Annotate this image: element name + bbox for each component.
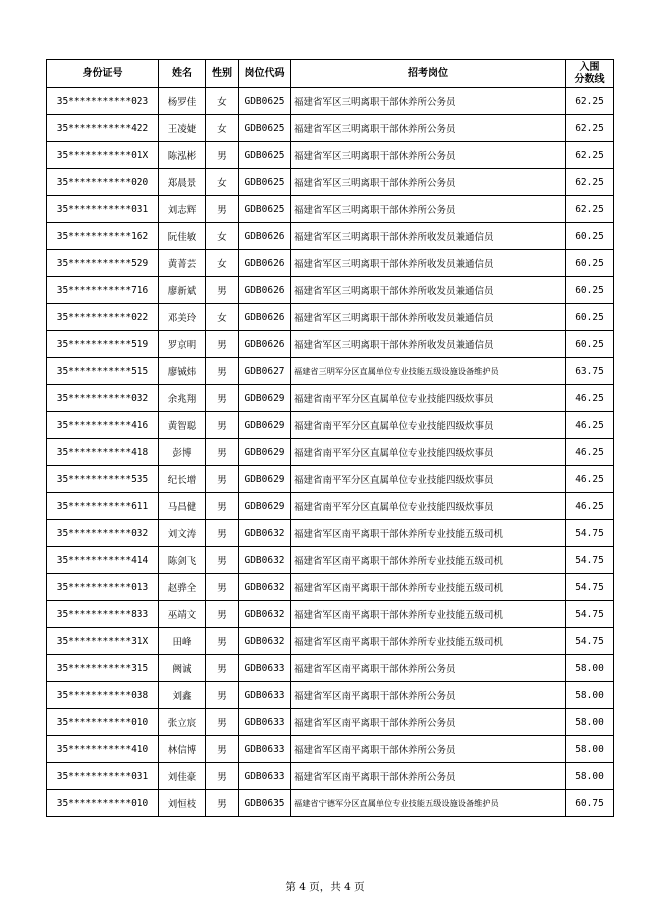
cell-post: 福建省军区南平离职干部休养所公务员 bbox=[291, 709, 566, 736]
cell-post: 福建省军区南平离职干部休养所公务员 bbox=[291, 763, 566, 790]
cell-gender: 男 bbox=[206, 196, 239, 223]
cell-post: 福建省军区三明离职干部休养所收发员兼通信员 bbox=[291, 331, 566, 358]
cell-score: 54.75 bbox=[566, 628, 614, 655]
cell-name: 彭博 bbox=[159, 439, 206, 466]
cell-code: GDB0632 bbox=[239, 601, 291, 628]
cell-code: GDB0629 bbox=[239, 385, 291, 412]
cell-code: GDB0626 bbox=[239, 304, 291, 331]
cell-score: 58.00 bbox=[566, 736, 614, 763]
table-row bbox=[47, 169, 614, 196]
cell-score: 58.00 bbox=[566, 709, 614, 736]
cell-id: 35***********422 bbox=[47, 115, 159, 142]
cell-name: 陈剑飞 bbox=[159, 547, 206, 574]
cell-score: 62.25 bbox=[566, 142, 614, 169]
cell-id: 35***********414 bbox=[47, 547, 159, 574]
cell-code: GDB0626 bbox=[239, 223, 291, 250]
cell-code: GDB0629 bbox=[239, 439, 291, 466]
cell-gender: 男 bbox=[206, 493, 239, 520]
table-row bbox=[47, 628, 614, 655]
cell-id: 35***********529 bbox=[47, 250, 159, 277]
table-row bbox=[47, 142, 614, 169]
cell-name: 赵骅全 bbox=[159, 574, 206, 601]
cell-gender: 男 bbox=[206, 466, 239, 493]
cell-post: 福建省南平军分区直属单位专业技能四级炊事员 bbox=[291, 493, 566, 520]
cell-code: GDB0626 bbox=[239, 331, 291, 358]
table-row bbox=[47, 655, 614, 682]
header-code: 岗位代码 bbox=[239, 60, 291, 88]
cell-score: 62.25 bbox=[566, 169, 614, 196]
cell-score: 58.00 bbox=[566, 655, 614, 682]
cell-score: 62.25 bbox=[566, 115, 614, 142]
cell-code: GDB0629 bbox=[239, 493, 291, 520]
cell-gender: 女 bbox=[206, 115, 239, 142]
header-post: 招考岗位 bbox=[291, 60, 566, 88]
cell-id: 35***********535 bbox=[47, 466, 159, 493]
cell-name: 张立宸 bbox=[159, 709, 206, 736]
cell-gender: 男 bbox=[206, 331, 239, 358]
cell-id: 35***********410 bbox=[47, 736, 159, 763]
cell-name: 阮佳敏 bbox=[159, 223, 206, 250]
cell-gender: 男 bbox=[206, 655, 239, 682]
cell-id: 35***********022 bbox=[47, 304, 159, 331]
cell-code: GDB0635 bbox=[239, 790, 291, 817]
cell-score: 46.25 bbox=[566, 439, 614, 466]
cell-id: 35***********315 bbox=[47, 655, 159, 682]
cell-name: 田峰 bbox=[159, 628, 206, 655]
cell-name: 纪长增 bbox=[159, 466, 206, 493]
cell-code: GDB0633 bbox=[239, 736, 291, 763]
cell-name: 黄菁芸 bbox=[159, 250, 206, 277]
cell-id: 35***********519 bbox=[47, 331, 159, 358]
table-body bbox=[47, 88, 614, 817]
cell-name: 阙诚 bbox=[159, 655, 206, 682]
cell-id: 35***********611 bbox=[47, 493, 159, 520]
table-row bbox=[47, 466, 614, 493]
cell-score: 58.00 bbox=[566, 682, 614, 709]
cell-name: 刘鑫 bbox=[159, 682, 206, 709]
table-row bbox=[47, 439, 614, 466]
cell-post: 福建省军区三明离职干部休养所公务员 bbox=[291, 88, 566, 115]
cell-gender: 男 bbox=[206, 142, 239, 169]
cell-name: 黄智聪 bbox=[159, 412, 206, 439]
cell-code: GDB0625 bbox=[239, 196, 291, 223]
cell-gender: 女 bbox=[206, 304, 239, 331]
cell-gender: 男 bbox=[206, 412, 239, 439]
cell-post: 福建省军区南平离职干部休养所专业技能五级司机 bbox=[291, 547, 566, 574]
table-row bbox=[47, 88, 614, 115]
cell-name: 陈泓彬 bbox=[159, 142, 206, 169]
cell-score: 60.25 bbox=[566, 223, 614, 250]
cell-id: 35***********01X bbox=[47, 142, 159, 169]
cell-gender: 男 bbox=[206, 277, 239, 304]
cell-gender: 男 bbox=[206, 628, 239, 655]
cell-score: 54.75 bbox=[566, 574, 614, 601]
cell-post: 福建省军区南平离职干部休养所公务员 bbox=[291, 736, 566, 763]
cell-score: 46.25 bbox=[566, 412, 614, 439]
cell-score: 54.75 bbox=[566, 520, 614, 547]
cell-id: 35***********162 bbox=[47, 223, 159, 250]
cell-post: 福建省南平军分区直属单位专业技能四级炊事员 bbox=[291, 412, 566, 439]
cell-score: 58.00 bbox=[566, 763, 614, 790]
table-row bbox=[47, 547, 614, 574]
cell-score: 54.75 bbox=[566, 601, 614, 628]
cell-post: 福建省宁德军分区直属单位专业技能五级设施设备维护员 bbox=[291, 790, 566, 817]
cell-name: 刘恒枝 bbox=[159, 790, 206, 817]
cell-id: 35***********038 bbox=[47, 682, 159, 709]
header-id: 身份证号 bbox=[47, 60, 159, 88]
table-row bbox=[47, 520, 614, 547]
table-row bbox=[47, 115, 614, 142]
cell-id: 35***********032 bbox=[47, 385, 159, 412]
table-row bbox=[47, 385, 614, 412]
cell-id: 35***********031 bbox=[47, 763, 159, 790]
cell-id: 35***********020 bbox=[47, 169, 159, 196]
cell-code: GDB0625 bbox=[239, 142, 291, 169]
cell-post: 福建省军区三明离职干部休养所公务员 bbox=[291, 196, 566, 223]
cell-id: 35***********418 bbox=[47, 439, 159, 466]
cell-code: GDB0625 bbox=[239, 169, 291, 196]
cell-score: 60.75 bbox=[566, 790, 614, 817]
table-row bbox=[47, 601, 614, 628]
cell-code: GDB0625 bbox=[239, 88, 291, 115]
header-score-line2: 分数线 bbox=[574, 73, 605, 85]
cell-gender: 男 bbox=[206, 682, 239, 709]
cell-post: 福建省军区三明离职干部休养所公务员 bbox=[291, 115, 566, 142]
header-score bbox=[566, 60, 614, 88]
table-row bbox=[47, 358, 614, 385]
cell-score: 60.25 bbox=[566, 277, 614, 304]
cell-post: 福建省军区南平离职干部休养所公务员 bbox=[291, 655, 566, 682]
cell-post: 福建省南平军分区直属单位专业技能四级炊事员 bbox=[291, 466, 566, 493]
cell-code: GDB0632 bbox=[239, 547, 291, 574]
page-footer: 第 4 页，共 4 页 bbox=[285, 881, 365, 893]
cell-gender: 男 bbox=[206, 601, 239, 628]
cell-post: 福建省军区三明离职干部休养所收发员兼通信员 bbox=[291, 250, 566, 277]
cell-gender: 男 bbox=[206, 709, 239, 736]
cell-name: 王凌婕 bbox=[159, 115, 206, 142]
table-row bbox=[47, 790, 614, 817]
cell-gender: 男 bbox=[206, 790, 239, 817]
table-row bbox=[47, 223, 614, 250]
cell-code: GDB0633 bbox=[239, 763, 291, 790]
cell-name: 刘文涛 bbox=[159, 520, 206, 547]
cell-post: 福建省军区南平离职干部休养所专业技能五级司机 bbox=[291, 520, 566, 547]
cell-name: 廖新斌 bbox=[159, 277, 206, 304]
cell-name: 刘佳豪 bbox=[159, 763, 206, 790]
cell-post: 福建省南平军分区直属单位专业技能四级炊事员 bbox=[291, 439, 566, 466]
cell-score: 63.75 bbox=[566, 358, 614, 385]
header-name: 姓名 bbox=[159, 60, 206, 88]
cell-code: GDB0633 bbox=[239, 682, 291, 709]
cell-gender: 男 bbox=[206, 520, 239, 547]
table-row bbox=[47, 412, 614, 439]
cell-code: GDB0626 bbox=[239, 277, 291, 304]
cell-id: 35***********031 bbox=[47, 196, 159, 223]
cell-post: 福建省军区三明离职干部休养所收发员兼通信员 bbox=[291, 277, 566, 304]
cell-post: 福建省军区三明离职干部休养所公务员 bbox=[291, 142, 566, 169]
cell-id: 35***********416 bbox=[47, 412, 159, 439]
cell-name: 巫靖文 bbox=[159, 601, 206, 628]
table-row bbox=[47, 250, 614, 277]
cell-code: GDB0625 bbox=[239, 115, 291, 142]
cell-name: 杨罗佳 bbox=[159, 88, 206, 115]
cell-name: 邓美玲 bbox=[159, 304, 206, 331]
cell-code: GDB0629 bbox=[239, 412, 291, 439]
table-row bbox=[47, 493, 614, 520]
cell-score: 62.25 bbox=[566, 88, 614, 115]
cell-gender: 男 bbox=[206, 547, 239, 574]
cell-code: GDB0632 bbox=[239, 628, 291, 655]
cell-score: 62.25 bbox=[566, 196, 614, 223]
cell-code: GDB0629 bbox=[239, 466, 291, 493]
cell-post: 福建省军区南平离职干部休养所专业技能五级司机 bbox=[291, 601, 566, 628]
cell-id: 35***********515 bbox=[47, 358, 159, 385]
cell-post: 福建省军区三明离职干部休养所收发员兼通信员 bbox=[291, 304, 566, 331]
table-row bbox=[47, 736, 614, 763]
cell-gender: 男 bbox=[206, 763, 239, 790]
cell-score: 60.25 bbox=[566, 331, 614, 358]
cell-score: 46.25 bbox=[566, 493, 614, 520]
cell-post: 福建省军区三明离职干部休养所公务员 bbox=[291, 169, 566, 196]
cell-score: 46.25 bbox=[566, 385, 614, 412]
cell-code: GDB0627 bbox=[239, 358, 291, 385]
header-gender: 性别 bbox=[206, 60, 239, 88]
cell-post: 福建省三明军分区直属单位专业技能五级设施设备维护员 bbox=[291, 358, 566, 385]
cell-name: 林信博 bbox=[159, 736, 206, 763]
cell-code: GDB0633 bbox=[239, 655, 291, 682]
cell-gender: 男 bbox=[206, 574, 239, 601]
cell-score: 46.25 bbox=[566, 466, 614, 493]
cell-name: 廖铖炜 bbox=[159, 358, 206, 385]
cell-post: 福建省军区三明离职干部休养所收发员兼通信员 bbox=[291, 223, 566, 250]
cell-id: 35***********833 bbox=[47, 601, 159, 628]
cell-score: 54.75 bbox=[566, 547, 614, 574]
cell-id: 35***********013 bbox=[47, 574, 159, 601]
cell-id: 35***********010 bbox=[47, 709, 159, 736]
cell-score: 60.25 bbox=[566, 250, 614, 277]
table-row bbox=[47, 304, 614, 331]
cell-code: GDB0632 bbox=[239, 574, 291, 601]
table-row bbox=[47, 196, 614, 223]
cell-gender: 男 bbox=[206, 385, 239, 412]
cell-name: 郑晨景 bbox=[159, 169, 206, 196]
cell-name: 马昌健 bbox=[159, 493, 206, 520]
cell-post: 福建省军区南平离职干部休养所专业技能五级司机 bbox=[291, 574, 566, 601]
cell-gender: 男 bbox=[206, 439, 239, 466]
table-row bbox=[47, 277, 614, 304]
candidate-table bbox=[46, 59, 614, 817]
cell-code: GDB0632 bbox=[239, 520, 291, 547]
cell-name: 余兆翔 bbox=[159, 385, 206, 412]
cell-gender: 女 bbox=[206, 88, 239, 115]
cell-name: 罗京明 bbox=[159, 331, 206, 358]
cell-post: 福建省军区南平离职干部休养所专业技能五级司机 bbox=[291, 628, 566, 655]
cell-id: 35***********716 bbox=[47, 277, 159, 304]
table-row bbox=[47, 682, 614, 709]
cell-gender: 男 bbox=[206, 358, 239, 385]
cell-id: 35***********010 bbox=[47, 790, 159, 817]
cell-post: 福建省军区南平离职干部休养所公务员 bbox=[291, 682, 566, 709]
table-header-row bbox=[47, 60, 614, 88]
cell-gender: 女 bbox=[206, 169, 239, 196]
cell-gender: 女 bbox=[206, 250, 239, 277]
cell-gender: 女 bbox=[206, 223, 239, 250]
table-row bbox=[47, 709, 614, 736]
cell-name: 刘志辉 bbox=[159, 196, 206, 223]
cell-code: GDB0626 bbox=[239, 250, 291, 277]
cell-id: 35***********032 bbox=[47, 520, 159, 547]
cell-id: 35***********023 bbox=[47, 88, 159, 115]
cell-code: GDB0633 bbox=[239, 709, 291, 736]
cell-post: 福建省南平军分区直属单位专业技能四级炊事员 bbox=[291, 385, 566, 412]
table-row bbox=[47, 331, 614, 358]
cell-id: 35***********31X bbox=[47, 628, 159, 655]
cell-score: 60.25 bbox=[566, 304, 614, 331]
cell-gender: 男 bbox=[206, 736, 239, 763]
table-row bbox=[47, 574, 614, 601]
table-row bbox=[47, 763, 614, 790]
header-score-line1: 入围 bbox=[579, 61, 600, 73]
